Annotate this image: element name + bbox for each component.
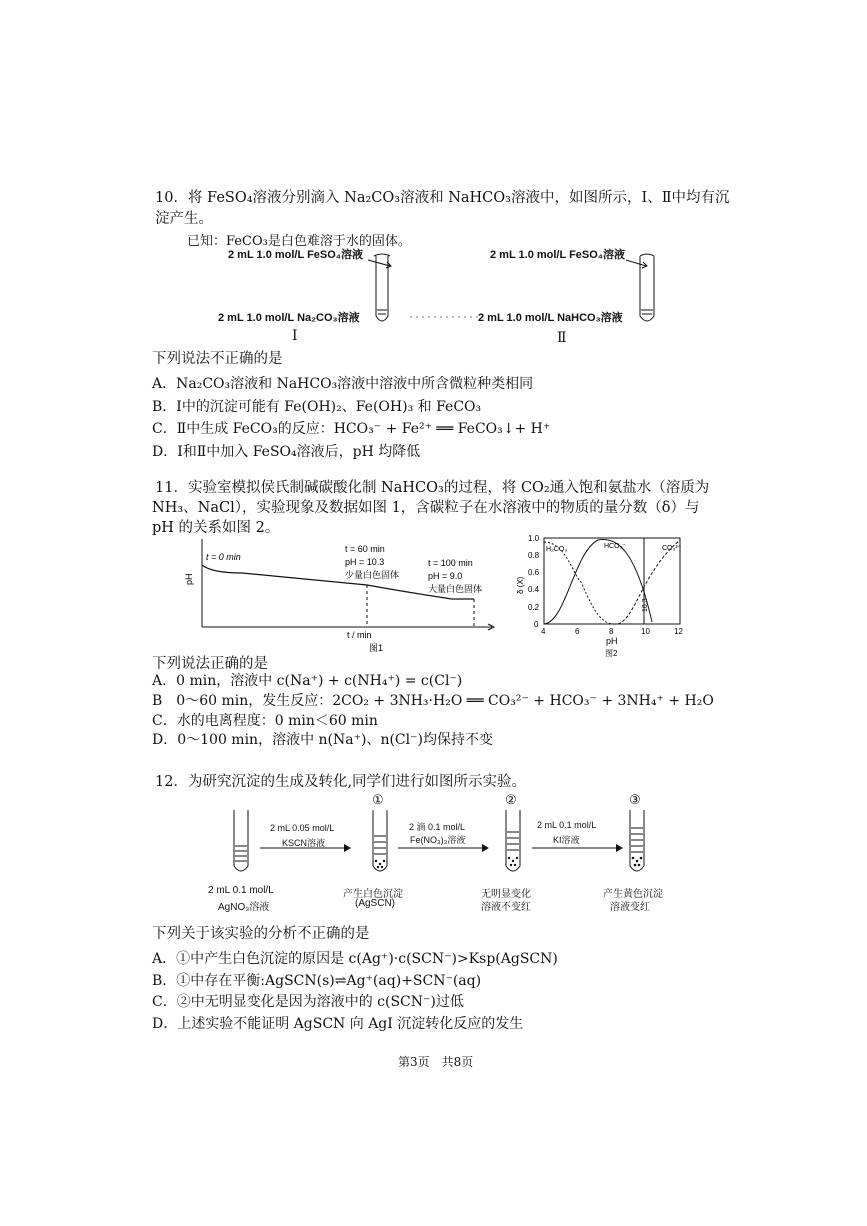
fig1-ann-t60-3: 少量白色固体 — [345, 570, 400, 580]
q12-step3-top: 2 mL 0.1 mol/L — [537, 820, 597, 830]
q12-step-number-2: ② — [505, 793, 517, 808]
q10-stem-line2: 淀产生。 — [155, 211, 213, 227]
fig2-ytick: 0.6 — [528, 568, 540, 577]
q11-option-b[interactable]: B 0～60 min，发生反应：2CO₂ + 3NH₃·H₂O ══ CO₃²⁻ + HCO₃⁻ + 3NH₄⁺ + H₂O — [152, 693, 714, 709]
q12-step-number-3: ③ — [629, 793, 641, 808]
fig2-xtick: 6 — [575, 627, 580, 636]
fig1-ylabel: pH — [184, 573, 194, 585]
fig2-xtick: 10 — [641, 627, 650, 636]
fig1-caption: 图1 — [369, 643, 384, 653]
fig1-ann-t0: t = 0 min — [206, 552, 241, 562]
fig1-ann-t100-2: pH = 9.0 — [428, 571, 463, 581]
q12-tube1-label1: 产生白色沉淀 — [343, 889, 403, 900]
fig1-xlabel: t / min — [347, 630, 372, 640]
fig2-species-hco3: HCO₃⁻ — [604, 543, 627, 550]
q10-known: 已知：FeCO₃是白色难溶于水的固体。 — [187, 234, 411, 249]
q12-step-number-1: ① — [372, 793, 384, 808]
q10-tube1-top-label: 2 mL 1.0 mol/L FeSO₄溶液 — [228, 249, 364, 261]
fig2-ytick: 0.8 — [528, 551, 540, 560]
fig2-ylabel: δ (X) — [516, 576, 525, 594]
q12-tube2-label2: 溶液不变红 — [481, 902, 531, 913]
dashed-divider — [410, 312, 480, 322]
fig2-species-co3: CO₃²⁻ — [662, 545, 682, 552]
fig1-ann-t100-3: 大量白色固体 — [428, 584, 483, 594]
q10-stem-line1: 10．将 FeSO₄溶液分别滴入 Na₂CO₃溶液和 NaHCO₃溶液中，如图所示，Ⅰ、Ⅱ中均有沉 — [155, 190, 730, 206]
page-footer: 第3页 共8页 — [398, 1055, 474, 1069]
q12-option-c[interactable]: C．②中无明显变化是因为溶液中的 c(SCN⁻)过低 — [152, 994, 464, 1010]
fig2-caption: 图2 — [605, 649, 618, 658]
q12-question: 下列关于该实验的分析不正确的是 — [152, 926, 370, 942]
q10-test-tube-2 — [620, 248, 670, 348]
fig2-xlabel: pH — [606, 636, 618, 646]
fig2-ytick: 0.2 — [528, 603, 540, 612]
fig1-ph-time-graph — [182, 535, 502, 655]
q12-stem: 12．为研究沉淀的生成及转化,同学们进行如图所示实验。 — [155, 774, 527, 790]
q12-tube0-label1: 2 mL 0.1 mol/L — [208, 885, 274, 896]
q12-step1-bot: KSCN溶液 — [282, 838, 326, 848]
q12-tube0-label2: AgNO₃溶液 — [218, 902, 270, 913]
fig2-ytick: 0 — [534, 620, 539, 629]
q12-option-a[interactable]: A．①中产生白色沉淀的原因是 c(Ag⁺)·c(SCN⁻)>Ksp(AgSCN) — [152, 951, 558, 967]
q12-tube3-label2: 溶液变红 — [610, 902, 650, 913]
fig2-ytick: 1.0 — [528, 534, 540, 543]
q11-stem-line1: 11．实验室模拟侯氏制碱碳酸化制 NaHCO₃的过程，将 CO₂通入饱和氨盐水（溶质为 — [155, 480, 710, 496]
q10-tube2-bottom-label: 2 mL 1.0 mol/L NaHCO₃溶液 — [478, 312, 623, 324]
q10-tube2-roman: Ⅱ — [557, 330, 567, 346]
q12-step3-bot: KI溶液 — [553, 835, 580, 845]
q10-question: 下列说法不正确的是 — [152, 351, 283, 367]
q11-option-d[interactable]: D．0～100 min，溶液中 n(Na⁺)、n(Cl⁻)均保持不变 — [152, 732, 493, 748]
fig1-ann-t100-1: t = 100 min — [428, 558, 473, 568]
fig2-distribution-graph — [518, 532, 690, 660]
q12-tube1-label2: (AgSCN) — [355, 898, 396, 909]
q10-option-b[interactable]: B．Ⅰ中的沉淀可能有 Fe(OH)₂、Fe(OH)₃ 和 FeCO₃ — [152, 399, 482, 415]
q11-stem-line3: pH 的关系如图 2。 — [152, 520, 280, 536]
q10-option-a[interactable]: A．Na₂CO₃溶液和 NaHCO₃溶液中溶液中所含微粒种类相同 — [152, 376, 534, 392]
fig2-ytick: 0.4 — [528, 585, 540, 594]
q12-tube3-label1: 产生黄色沉淀 — [603, 889, 663, 900]
q11-question: 下列说法正确的是 — [152, 656, 268, 672]
q12-step2-bot: Fe(NO₃)₃溶液 — [410, 835, 466, 845]
q10-tube2-top-label: 2 mL 1.0 mol/L FeSO₄溶液 — [490, 249, 626, 261]
q10-option-d[interactable]: D．Ⅰ和Ⅱ中加入 FeSO₄溶液后，pH 均降低 — [152, 444, 421, 460]
fig1-ann-t60-1: t = 60 min — [345, 544, 385, 554]
q11-stem-line2: NH₃、NaCl），实验现象及数据如图 1，含碳粒子在水溶液中的物质的量分数（δ）与 — [152, 500, 700, 516]
q12-step2-top: 2 滴 0.1 mol/L — [409, 822, 466, 832]
q12-step1-top: 2 mL 0.05 mol/L — [270, 823, 335, 833]
q10-tube1-bottom-label: 2 mL 1.0 mol/L Na₂CO₃溶液 — [218, 312, 360, 324]
q11-option-c[interactable]: C．水的电离程度：0 min＜60 min — [152, 713, 378, 729]
q10-tube1-roman: Ⅰ — [292, 328, 298, 344]
q12-tube2-label1: 无明显变化 — [481, 889, 531, 900]
fig1-ann-t60-2: pH = 10.3 — [345, 557, 385, 567]
q12-option-d[interactable]: D．上述实验不能证明 AgSCN 向 AgI 沉淀转化反应的发生 — [152, 1016, 524, 1032]
fig2-xtick: 12 — [674, 627, 683, 636]
q10-option-c[interactable]: C．Ⅱ中生成 FeCO₃的反应：HCO₃⁻ + Fe²⁺ ══ FeCO₃↓+ H⁺ — [152, 421, 551, 437]
q12-option-b[interactable]: B．①中存在平衡:AgSCN(s)⇌Ag⁺(aq)+SCN⁻(aq) — [152, 973, 482, 989]
fig2-xtick: 8 — [609, 627, 614, 636]
q11-option-a[interactable]: A．0 min，溶液中 c(Na⁺) + c(NH₄⁺) = c(Cl⁻) — [152, 673, 463, 689]
fig2-species-h2co3: H₂CO₃ — [546, 546, 568, 553]
q10-test-tube-1 — [360, 248, 410, 348]
fig2-xtick: 4 — [541, 627, 546, 636]
fig2-marker: 10.3 — [642, 598, 649, 612]
